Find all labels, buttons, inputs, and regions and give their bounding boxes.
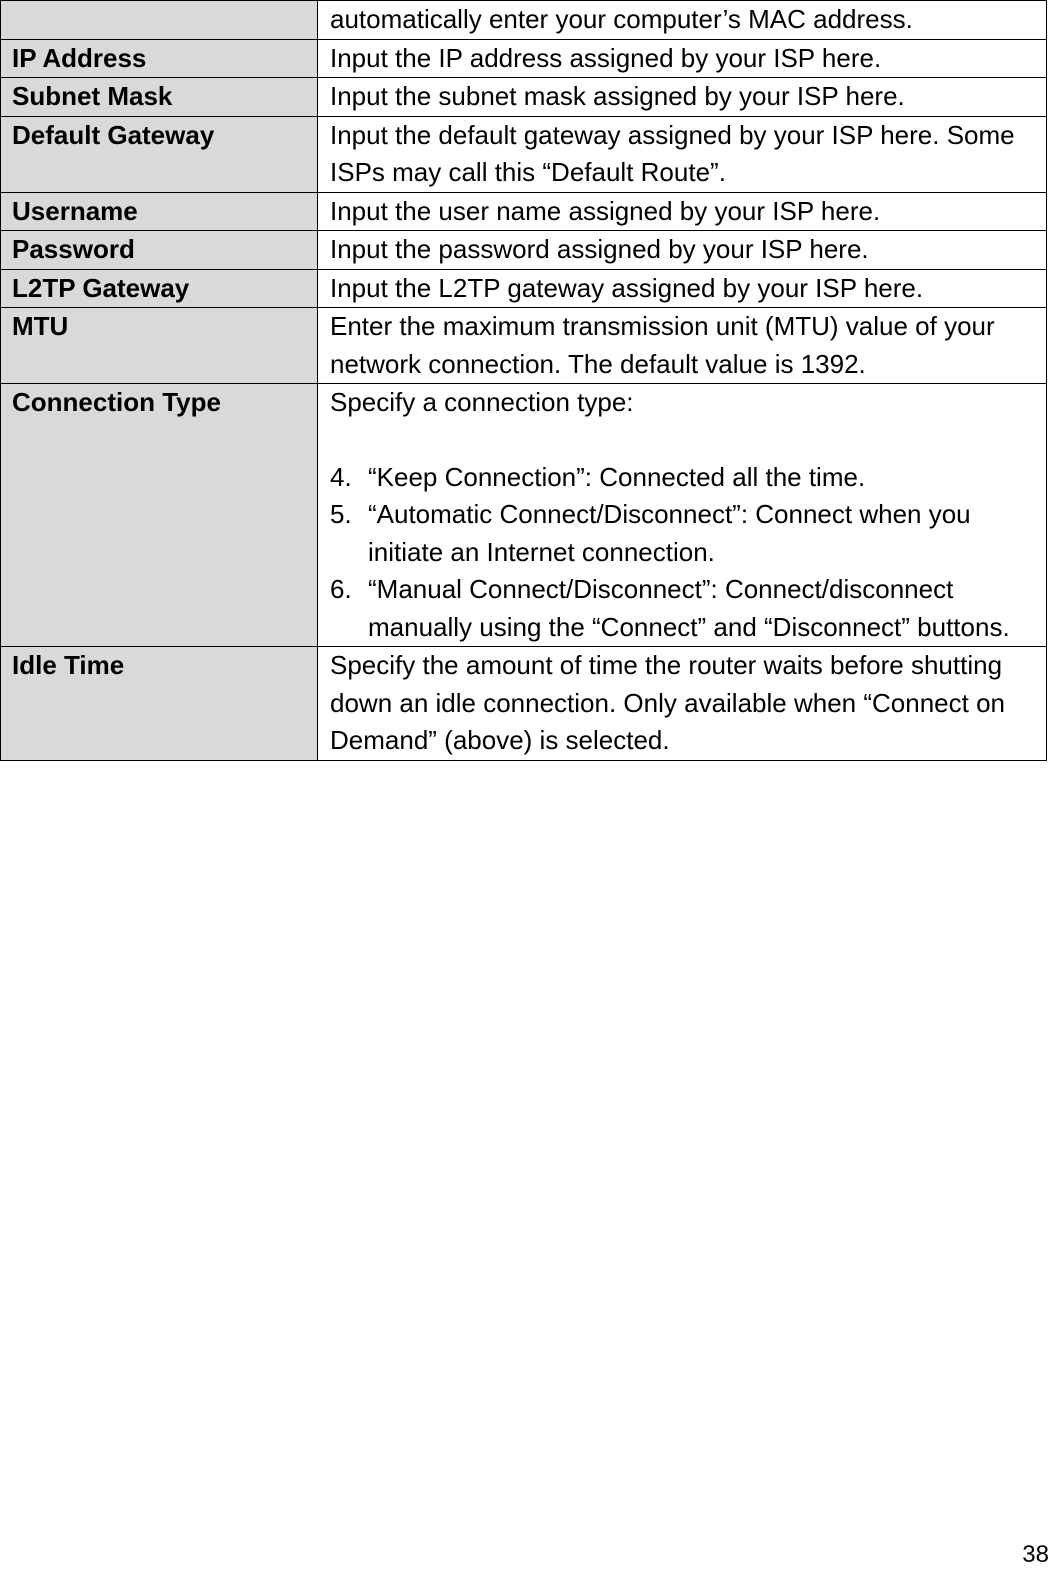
field-label: MTU (1, 308, 318, 384)
field-label: Idle Time (1, 647, 318, 761)
field-label (1, 1, 318, 40)
table-row (1, 192, 1047, 231)
connection-type-intro: Specify a connection type: (330, 387, 634, 417)
field-description: Input the IP address assigned by your ISP here. (318, 39, 1047, 78)
field-description: automatically enter your computer’s MAC address. (318, 1, 1047, 40)
field-label: Subnet Mask (1, 78, 318, 117)
field-label: Connection Type (1, 384, 318, 647)
connection-type-options (330, 459, 1038, 647)
list-number: 5. (330, 499, 352, 529)
field-description: Input the subnet mask assigned by your ISP here. (318, 78, 1047, 117)
table-row (1, 231, 1047, 270)
field-description: Input the password assigned by your ISP here. (318, 231, 1047, 270)
list-item (330, 496, 1038, 571)
table-row (1, 308, 1047, 384)
list-number: 4. (330, 461, 352, 492)
field-description: Input the user name assigned by your ISP here. (318, 192, 1047, 231)
field-description: Input the default gateway assigned by your ISP here. Some ISPs may call this “Default Route”. (318, 116, 1047, 192)
table-row (1, 78, 1047, 117)
list-item (330, 459, 1038, 497)
table-row (1, 269, 1047, 308)
field-description: Specify the amount of time the router waits before shutting down an idle connection. Only available when “Connect on Demand” (above) is selected. (318, 647, 1047, 761)
table-row (1, 384, 1047, 647)
field-label: Default Gateway (1, 116, 318, 192)
table-row (1, 116, 1047, 192)
spacer (330, 422, 1038, 459)
list-item-text: “Keep Connection”: Connected all the time. (368, 461, 866, 492)
field-label: Username (1, 192, 318, 231)
field-description (318, 384, 1047, 647)
table-row (1, 1, 1047, 40)
field-description: Input the L2TP gateway assigned by your ISP here. (318, 269, 1047, 308)
list-number: 6. (330, 574, 352, 604)
list-item-text: “Manual Connect/Disconnect”: Connect/disconnect manually using the “Connect” and “Disconnect” buttons. (368, 574, 1010, 642)
table-row (1, 647, 1047, 761)
list-item (330, 571, 1038, 646)
settings-description-table (0, 0, 1047, 761)
field-label: L2TP Gateway (1, 269, 318, 308)
table-row (1, 39, 1047, 78)
list-item-text: “Automatic Connect/Disconnect”: Connect when you initiate an Internet connection. (368, 499, 971, 567)
field-description: Enter the maximum transmission unit (MTU) value of your network connection. The default value is 1392. (318, 308, 1047, 384)
page-number: 38 (1022, 1541, 1049, 1568)
field-label: IP Address (1, 39, 318, 78)
field-label: Password (1, 231, 318, 270)
